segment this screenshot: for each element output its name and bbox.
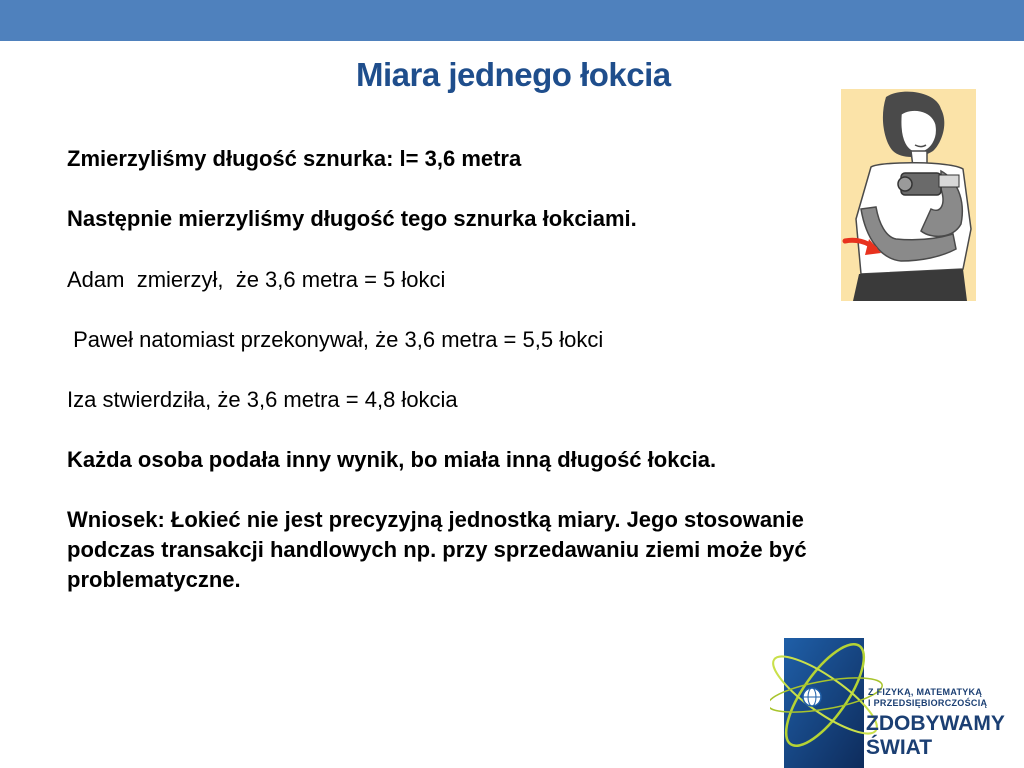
person-with-camera-icon	[841, 89, 976, 301]
paragraph-adam: Adam zmierzył, że 3,6 metra = 5 łokci	[67, 267, 446, 292]
elbow-measure-illustration	[841, 89, 976, 301]
paragraph-pawel: Paweł natomiast przekonywał, że 3,6 metra = 5,5 łokci	[67, 327, 604, 352]
project-logo	[770, 620, 1024, 768]
slide-title: Miara jednego łokcia	[356, 56, 671, 93]
paragraph-different-results: Każda osoba podała inny wynik, bo miała inną długość łokcia.	[67, 447, 717, 472]
paragraph-iza: Iza stwierdziła, że 3,6 metra = 4,8 łokcia	[67, 387, 458, 412]
paragraph-measured-with-elbows: Następnie mierzyliśmy długość tego sznurka łokciami.	[67, 206, 637, 231]
logo-title-line2: ŚWIAT	[866, 736, 933, 759]
project-logo-graphic	[770, 620, 1024, 768]
logo-tagline-line1: Z FIZYKĄ, MATEMATYKĄ	[868, 687, 983, 697]
paragraph-conclusion: Wniosek: Łokieć nie jest precyzyjną jednostką miary. Jego stosowanie podczas transakcji handlowych np. przy sprzedawaniu ziemi może być problematyczne.	[67, 507, 823, 592]
header-bar	[0, 0, 1024, 41]
logo-tagline-line2: I PRZEDSIĘBIORCZOŚCIĄ	[868, 698, 988, 708]
logo-title-line1: ZDOBYWAMY	[866, 712, 1005, 735]
paragraph-measured-string: Zmierzyliśmy długość sznurka: l= 3,6 metra	[67, 146, 522, 171]
